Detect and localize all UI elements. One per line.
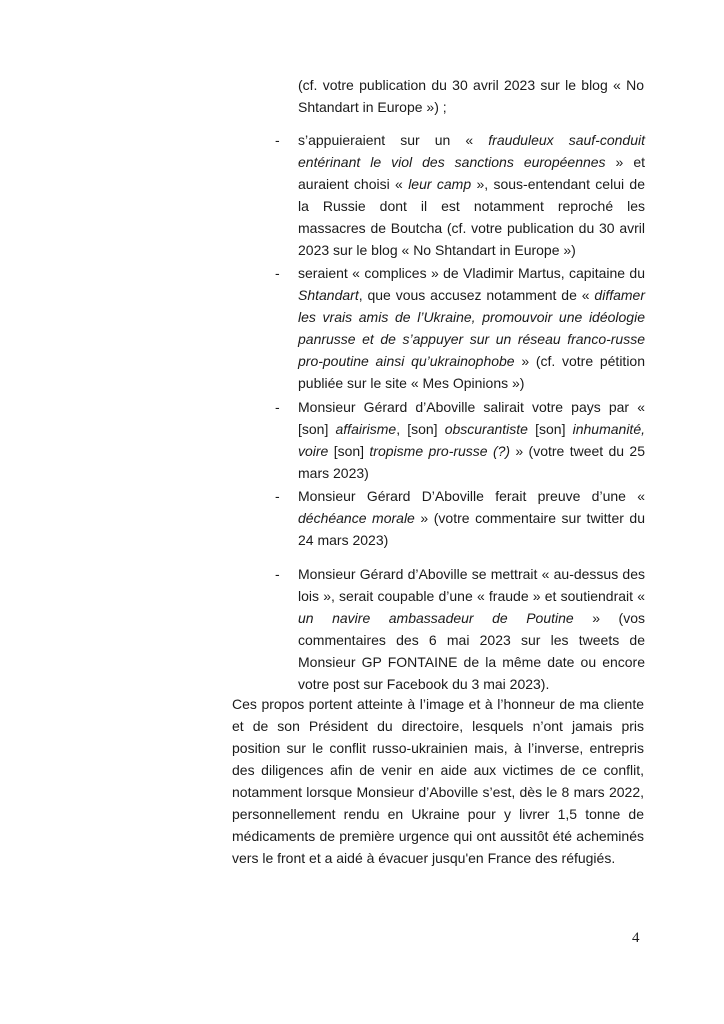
italic-quote-run: leur camp [408, 176, 472, 192]
bullet-text [298, 262, 645, 394]
text-run: » (votre tweet du 25 mars 2023) [298, 443, 645, 481]
closing-paragraph: Ces propos portent atteinte à l’image et à l’honneur de ma cliente et de son Président du directoire, lesquels n’ont jamais pris position sur le conflit russo-ukrainien mais, à l’inverse, entrepris des diligences afin de venir en aide aux victimes de ce conflit, notamment lorsque Monsieur d’Aboville s’est, dès le 8 mars 2022, personnellement rendu en Ukraine pour y livrer 1,5 tonne de médicaments de première urgence qui ont aussitôt été acheminés vers le front et a aidé à évacuer jusqu'en France des réfugiés. [232, 696, 644, 866]
continuation-paragraph: (cf. votre publication du 30 avril 2023 sur le blog « No Shtandart in Europe ») ; [298, 77, 644, 115]
bullet-dash: - [275, 265, 280, 281]
text-run: , que vous accusez notamment de « [358, 287, 595, 303]
italic-quote-run: inhumanité, voire [298, 421, 645, 459]
text-run: » (cf. votre pétition publiée sur le site « Mes Opinions ») [298, 353, 645, 391]
bullet-text [298, 485, 645, 551]
italic-quote-run: frauduleux sauf-conduit entérinant le viol des sanctions européennes [298, 132, 645, 170]
bullet-text [298, 129, 645, 261]
italic-quote-run: diffamer les vrais amis de l’Ukraine, promouvoir une idéologie panrusse et de s’appuyer sur un réseau franco-russe pro-poutine ainsi qu’ukrainophobe [298, 287, 645, 369]
text-run: [son] [527, 421, 573, 437]
italic-quote-run: déchéance morale [298, 510, 415, 526]
italic-quote-run: affairisme [335, 421, 397, 437]
bullet-dash: - [275, 399, 280, 415]
text-run: » (votre commentaire sur twitter du 24 mars 2023) [298, 510, 646, 548]
page-number: 4 [632, 930, 640, 946]
bullet-text [298, 563, 645, 695]
bullet-dash: - [275, 566, 280, 582]
text-run: » (vos commentaires des 6 mai 2023 sur les tweets de Monsieur GP FONTAINE de la même date ou encore votre post sur Facebook du 3 mai 2023). [298, 610, 645, 692]
text-run: Monsieur Gérard d’Aboville se mettrait « au-dessus des lois », serait coupable d’une « fraude » et soutiendrait « [298, 566, 645, 604]
text-run: s’appuieraient sur un « [298, 132, 489, 148]
text-run: seraient « complices » de Vladimir Martus, capitaine du [298, 265, 645, 281]
italic-quote-run: Shtandart [298, 287, 359, 303]
text-run: , [son] [396, 421, 445, 437]
italic-quote-run: tropisme pro-russe (?) [369, 443, 511, 459]
text-run: » et auraient choisi « [298, 154, 645, 192]
italic-quote-run: un navire ambassadeur de Poutine [298, 610, 574, 626]
bullet-dash: - [275, 488, 280, 504]
text-run: », sous-entendant celui de la Russie dont il est notamment reproché les massacres de Boutcha (cf. votre publication du 30 avril 2023 sur le blog « No Shtandart in Europe ») [298, 176, 646, 258]
bullet-dash: - [275, 132, 280, 148]
italic-quote-run: obscurantiste [444, 421, 528, 437]
text-run: Monsieur Gérard d’Aboville salirait votre pays par « [son] [298, 399, 645, 437]
bullet-text [298, 396, 645, 484]
text-run: Monsieur Gérard D’Aboville ferait preuve d’une « [298, 488, 645, 504]
text-run: [son] [328, 443, 370, 459]
